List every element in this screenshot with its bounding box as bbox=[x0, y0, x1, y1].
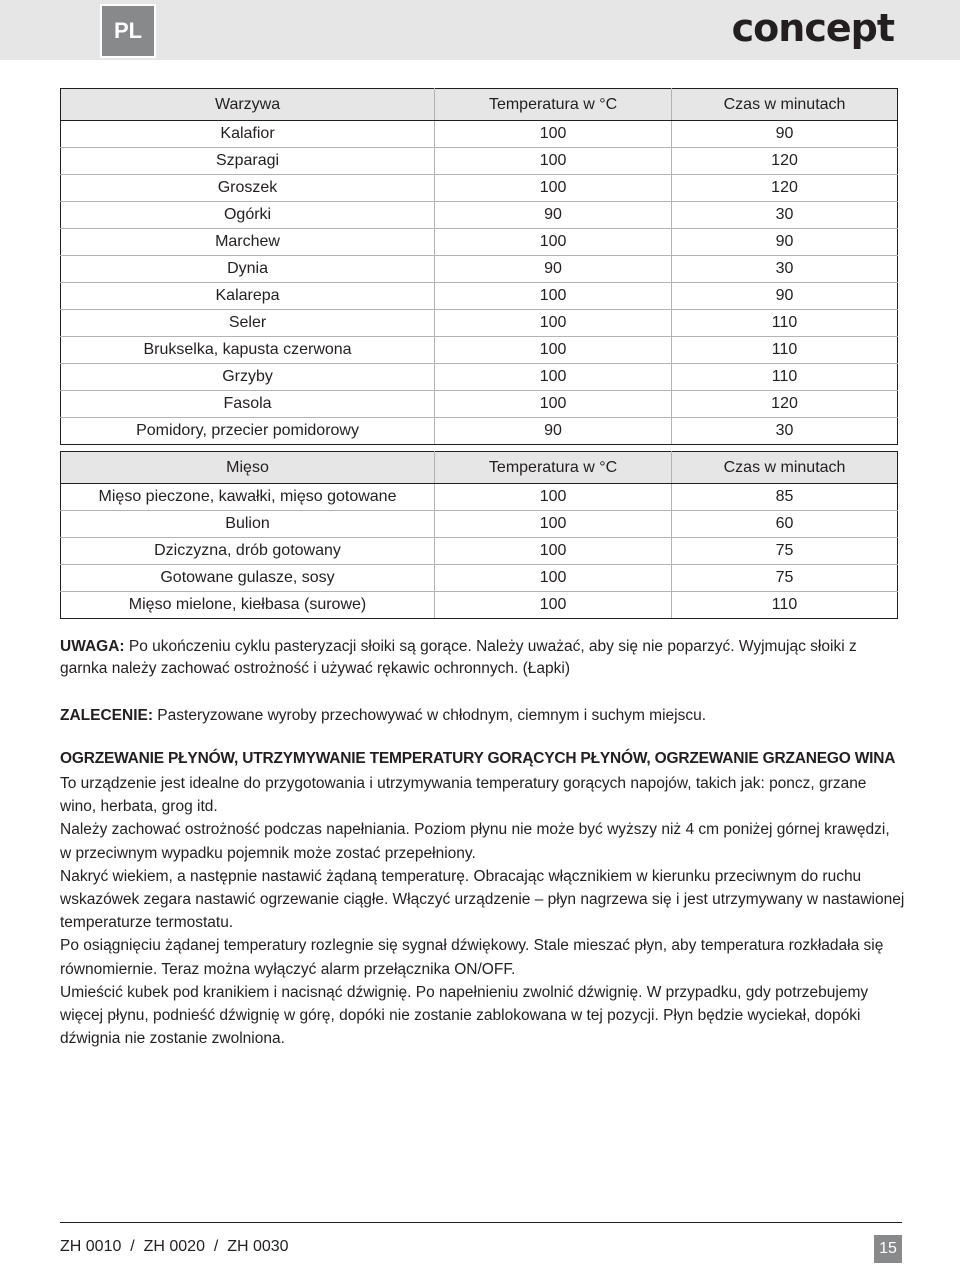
recommendation-text: Pasteryzowane wyroby przechowywać w chłodnym, ciemnym i suchym miejscu. bbox=[153, 707, 707, 724]
table-row bbox=[61, 256, 898, 283]
table-cell: 75 bbox=[672, 538, 898, 565]
section-body bbox=[60, 772, 905, 1050]
table-cell: 75 bbox=[672, 565, 898, 592]
table-cell: 110 bbox=[672, 310, 898, 337]
table-cell: 60 bbox=[672, 511, 898, 538]
table-row bbox=[61, 310, 898, 337]
brand-logo: concept bbox=[731, 6, 894, 50]
paragraph: Należy zachować ostrożność podczas napełniania. Poziom płynu nie może być wyższy niż 4 cm poniżej górnej krawędzi, w przeciwnym wypadku pojemnik może zostać przepełniony. bbox=[60, 821, 890, 862]
table-row bbox=[61, 538, 898, 565]
table-cell: 100 bbox=[435, 484, 672, 511]
table-cell: 100 bbox=[435, 121, 672, 148]
table-cell: 30 bbox=[672, 418, 898, 445]
table-cell: 90 bbox=[435, 202, 672, 229]
table-cell: 100 bbox=[435, 592, 672, 619]
table-row bbox=[61, 565, 898, 592]
table-row bbox=[61, 391, 898, 418]
column-header: Czas w minutach bbox=[672, 89, 898, 121]
warning-note bbox=[60, 636, 902, 680]
table-row bbox=[61, 418, 898, 445]
vegetables-table bbox=[60, 88, 898, 445]
header-bar bbox=[0, 0, 960, 60]
table-cell: Fasola bbox=[61, 391, 435, 418]
table-cell: 90 bbox=[672, 121, 898, 148]
paragraph: Po osiągnięciu żądanej temperatury rozlegnie się sygnał dźwiękowy. Stale mieszać płyn, aby temperatura rozkładała się równomiernie. Teraz można wyłączyć alarm przełącznika ON/OFF. bbox=[60, 937, 884, 978]
table-cell: 110 bbox=[672, 592, 898, 619]
table-cell: Grzyby bbox=[61, 364, 435, 391]
table-cell: 30 bbox=[672, 202, 898, 229]
table-cell: 120 bbox=[672, 391, 898, 418]
table-cell: 100 bbox=[435, 337, 672, 364]
table-row bbox=[61, 148, 898, 175]
table-row bbox=[61, 484, 898, 511]
table-cell: 100 bbox=[435, 391, 672, 418]
warning-text: Po ukończeniu cyklu pasteryzacji słoiki są gorące. Należy uważać, aby się nie poparzyć. Wyjmując słoiki z garnka należy zachować ostrożność i używać rękawic ochronnych. (Łapki) bbox=[60, 638, 857, 677]
table-row bbox=[61, 511, 898, 538]
table-cell: 100 bbox=[435, 565, 672, 592]
page-number: 15 bbox=[874, 1235, 902, 1263]
table-row bbox=[61, 202, 898, 229]
table-row bbox=[61, 229, 898, 256]
table-row bbox=[61, 283, 898, 310]
table-cell: Kalafior bbox=[61, 121, 435, 148]
paragraph: To urządzenie jest idealne do przygotowania i utrzymywania temperatury gorących napojów, takich jak: poncz, grzane wino, herbata, grog itd. bbox=[60, 775, 867, 816]
column-header: Temperatura w °C bbox=[435, 452, 672, 484]
language-badge: PL bbox=[100, 4, 156, 58]
table-cell: 90 bbox=[672, 229, 898, 256]
table-cell: Groszek bbox=[61, 175, 435, 202]
table-cell: Dziczyzna, drób gotowany bbox=[61, 538, 435, 565]
table-cell: 100 bbox=[435, 511, 672, 538]
table-row bbox=[61, 121, 898, 148]
table-cell: 100 bbox=[435, 310, 672, 337]
table-cell: Brukselka, kapusta czerwona bbox=[61, 337, 435, 364]
table-cell: 30 bbox=[672, 256, 898, 283]
table-header-row bbox=[61, 452, 898, 484]
table-cell: Szparagi bbox=[61, 148, 435, 175]
table-row bbox=[61, 337, 898, 364]
column-header: Czas w minutach bbox=[672, 452, 898, 484]
footer-model-numbers: ZH 0010 / ZH 0020 / ZH 0030 bbox=[60, 1238, 289, 1255]
table-cell: 120 bbox=[672, 148, 898, 175]
table-cell: 100 bbox=[435, 538, 672, 565]
table-cell: 100 bbox=[435, 229, 672, 256]
table-cell: 110 bbox=[672, 364, 898, 391]
column-header: Mięso bbox=[61, 452, 435, 484]
table-cell: Marchew bbox=[61, 229, 435, 256]
table-cell: 100 bbox=[435, 148, 672, 175]
table-cell: 120 bbox=[672, 175, 898, 202]
recommendation-note bbox=[60, 705, 902, 727]
footer-divider bbox=[60, 1222, 902, 1223]
meat-table bbox=[60, 451, 898, 619]
warning-label: UWAGA: bbox=[60, 638, 125, 655]
table-row bbox=[61, 364, 898, 391]
table-cell: 90 bbox=[435, 418, 672, 445]
table-cell: Seler bbox=[61, 310, 435, 337]
table-cell: 100 bbox=[435, 283, 672, 310]
table-header-row bbox=[61, 89, 898, 121]
recommendation-label: ZALECENIE: bbox=[60, 707, 153, 724]
paragraph: Nakryć wiekiem, a następnie nastawić żądaną temperaturę. Obracając włącznikiem w kierunku przeciwnym do ruchu wskazówek zegara nastawić ogrzewanie ciągłe. Włączyć urządzenie – płyn nagrzewa się i jest utrzymywany w nastawionej temperaturze termostatu. bbox=[60, 867, 905, 932]
table-cell: 100 bbox=[435, 175, 672, 202]
column-header: Temperatura w °C bbox=[435, 89, 672, 121]
table-cell: Dynia bbox=[61, 256, 435, 283]
table-cell: 90 bbox=[435, 256, 672, 283]
table-cell: Gotowane gulasze, sosy bbox=[61, 565, 435, 592]
table-cell: 90 bbox=[672, 283, 898, 310]
table-cell: 110 bbox=[672, 337, 898, 364]
table-row bbox=[61, 592, 898, 619]
table-cell: Mięso mielone, kiełbasa (surowe) bbox=[61, 592, 435, 619]
table-cell: Bulion bbox=[61, 511, 435, 538]
table-cell: 100 bbox=[435, 364, 672, 391]
table-cell: Kalarepa bbox=[61, 283, 435, 310]
paragraph: Umieścić kubek pod kranikiem i nacisnąć dźwignię. Po napełnieniu zwolnić dźwignię. W przypadku, gdy potrzebujemy więcej płynu, podnieść dźwignię w górę, dopóki nie zostanie zablokowana w tej pozycji. Płyn będzie wyciekał, dopóki dźwignia nie zostanie zwolniona. bbox=[60, 983, 869, 1048]
section-heading: OGRZEWANIE PŁYNÓW, UTRZYMYWANIE TEMPERATURY GORĄCYCH PŁYNÓW, OGRZEWANIE GRZANEGO WINA bbox=[60, 750, 896, 767]
table-cell: Ogórki bbox=[61, 202, 435, 229]
table-cell: Mięso pieczone, kawałki, mięso gotowane bbox=[61, 484, 435, 511]
column-header: Warzywa bbox=[61, 89, 435, 121]
table-cell: Pomidory, przecier pomidorowy bbox=[61, 418, 435, 445]
table-row bbox=[61, 175, 898, 202]
table-cell: 85 bbox=[672, 484, 898, 511]
